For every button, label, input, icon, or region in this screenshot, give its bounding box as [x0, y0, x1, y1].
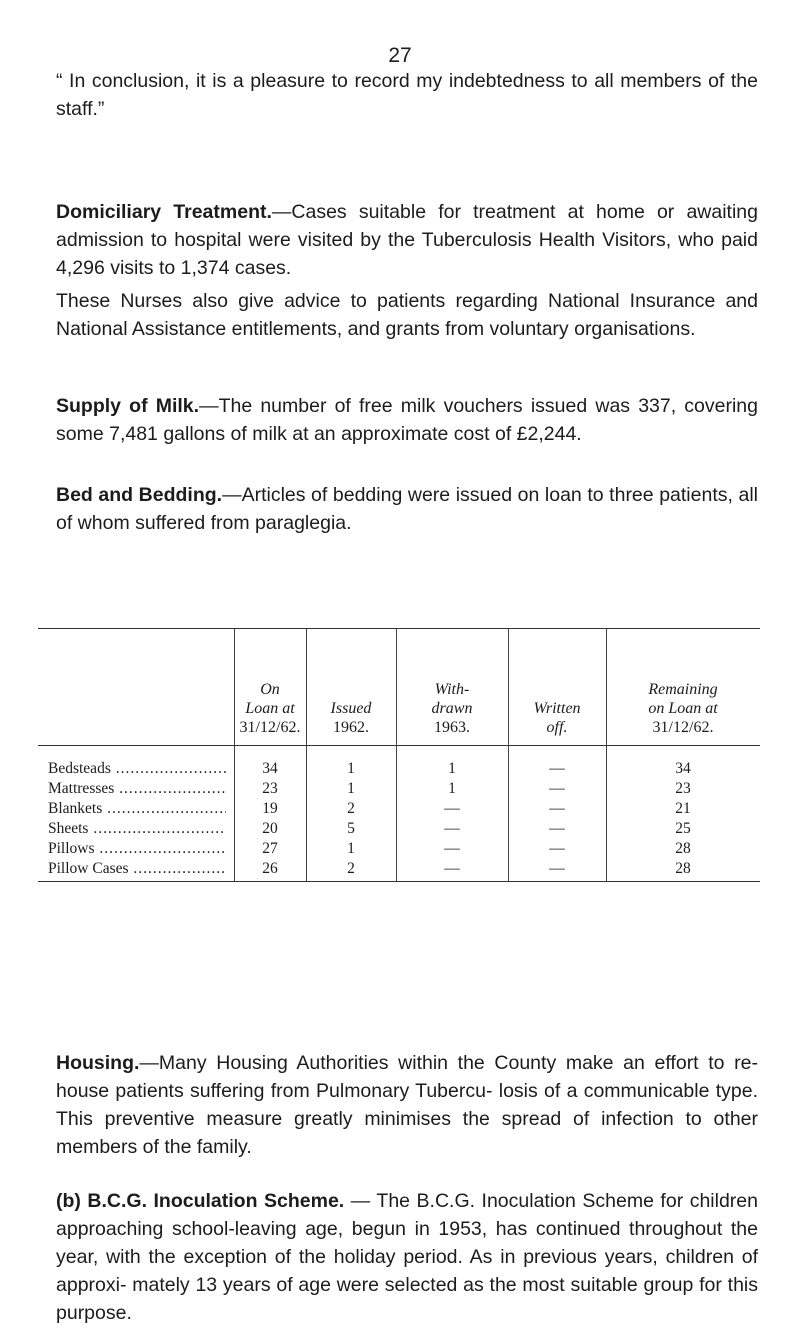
cell-written-off: —	[549, 780, 565, 797]
domiciliary-treatment-paragraph	[56, 198, 758, 282]
cell-remaining: 28	[675, 860, 691, 877]
cell-withdrawn: —	[444, 860, 460, 877]
header-withdrawn: With- drawn 1963.	[431, 681, 473, 736]
cell-issued: 1	[347, 760, 355, 777]
bcg-heading: (b) B.C.G. Inoculation Scheme.	[56, 1190, 345, 1212]
row-item-label: Blankets .....	[48, 799, 226, 819]
cell-written-off: —	[549, 800, 565, 817]
table-row	[38, 799, 760, 819]
table-row	[38, 859, 760, 879]
cell-issued: 2	[347, 860, 355, 877]
cell-written-off: —	[549, 840, 565, 857]
cell-on-loan: 34	[262, 760, 278, 777]
cell-remaining: 34	[675, 760, 691, 777]
bcg-scheme-paragraph	[56, 1187, 758, 1327]
page-number: 27	[388, 44, 412, 67]
cell-remaining: 28	[675, 840, 691, 857]
table-row	[38, 779, 760, 799]
cell-written-off: —	[549, 820, 565, 837]
domiciliary-text: —Cases suitable for treatment at home or awaiting admission to hospital were visited by the Tuberculosis Health Visitors, who paid 4,296 visits to 1,374 cases.	[56, 201, 758, 279]
row-item-label: Bedsteads .....	[48, 759, 226, 779]
cell-issued: 2	[347, 800, 355, 817]
bedding-text: —Articles of bedding were issued on loan to three patients, all of whom suffered from paraglegia.	[56, 484, 758, 534]
cell-remaining: 21	[675, 800, 691, 817]
cell-withdrawn: —	[444, 800, 460, 817]
cell-on-loan: 27	[262, 840, 278, 857]
milk-heading: Supply of Milk.	[56, 395, 200, 417]
cell-on-loan: 19	[262, 800, 278, 817]
housing-text: —Many Housing Authorities within the County make an effort to re-house patients suffering from Pulmonary Tubercu- losis of a communicable type. This preventive measure greatly minimises the spread of infection to other members of the family.	[56, 1052, 758, 1158]
row-item-label: Pillows .....	[48, 839, 226, 859]
header-written-off: Written off.	[533, 700, 581, 736]
cell-on-loan: 26	[262, 860, 278, 877]
bedding-heading: Bed and Bedding.	[56, 484, 223, 506]
row-item-label: Pillow Cases .....	[48, 859, 226, 879]
nurses-advice-paragraph: These Nurses also give advice to patients regarding National Insurance and National Assistance entitlements, and grants from voluntary organisations.	[56, 290, 758, 340]
cell-issued: 1	[347, 840, 355, 857]
cell-withdrawn: —	[444, 840, 460, 857]
table-row	[38, 839, 760, 859]
cell-issued: 5	[347, 820, 355, 837]
milk-text: —The number of free milk vouchers issued was 337, covering some 7,481 gallons of milk at an approximate cost of £2,244.	[56, 395, 758, 445]
table-row	[38, 759, 760, 779]
bedding-paragraph	[56, 481, 758, 537]
housing-heading: Housing.	[56, 1052, 140, 1074]
cell-issued: 1	[347, 780, 355, 797]
cell-remaining: 25	[675, 820, 691, 837]
header-on-loan: On Loan at 31/12/62.	[239, 681, 301, 736]
conclusion-quote: “ In conclusion, it is a pleasure to record my indebtedness to all members of the staff.”	[56, 70, 758, 120]
cell-withdrawn: 1	[448, 760, 456, 777]
header-remaining: Remaining on Loan at 31/12/62.	[648, 681, 718, 736]
domiciliary-heading: Domiciliary Treatment.	[56, 201, 272, 223]
table-row	[38, 819, 760, 839]
cell-remaining: 23	[675, 780, 691, 797]
row-item-label: Mattresses .....	[48, 779, 226, 799]
cell-withdrawn: 1	[448, 780, 456, 797]
bedding-table	[38, 628, 760, 882]
cell-written-off: —	[549, 760, 565, 777]
housing-paragraph	[56, 1049, 758, 1161]
cell-withdrawn: —	[444, 820, 460, 837]
cell-on-loan: 20	[262, 820, 278, 837]
bcg-text: — The B.C.G. Inoculation Scheme for children approaching school-leaving age, begun in 1953, has continued throughout the year, with the exception of the holiday period. As in previous years, children of approxi- mately 13 years of age were selected as the most suitable group for this purpose.	[56, 1190, 758, 1324]
header-divider	[38, 745, 760, 746]
cell-written-off: —	[549, 860, 565, 877]
header-issued: Issued 1962.	[330, 700, 372, 736]
row-item-label: Sheets .....	[48, 819, 226, 839]
milk-supply-paragraph	[56, 392, 758, 448]
cell-on-loan: 23	[262, 780, 278, 797]
